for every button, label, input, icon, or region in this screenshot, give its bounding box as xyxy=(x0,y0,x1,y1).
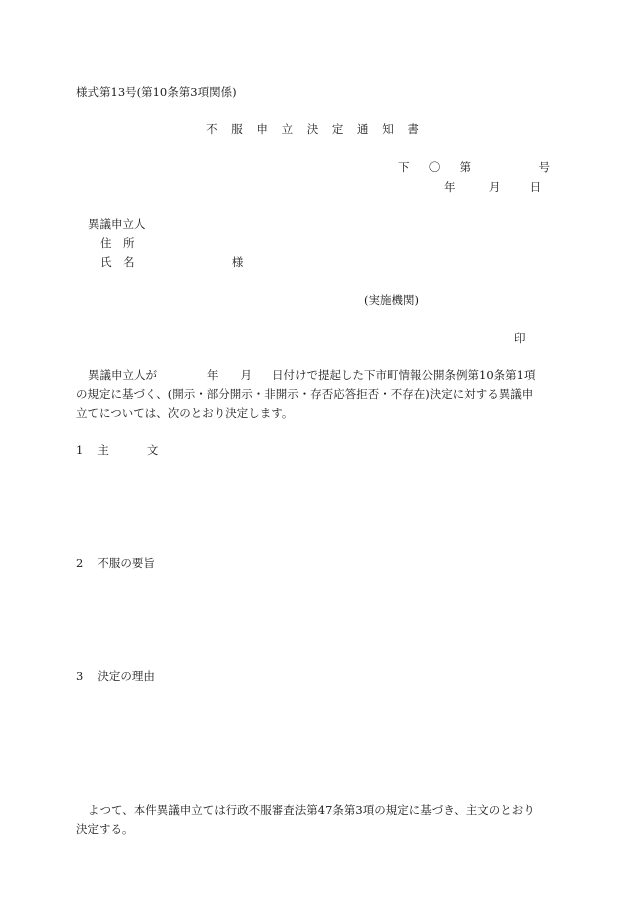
implementing-agency: (実施機関) xyxy=(364,293,419,307)
applicant-honorific: 様 xyxy=(231,255,244,269)
applicant-heading: 異議申立人 xyxy=(88,217,146,231)
body-line-2: の規定に基づく、(開示・部分開示・非開示・存否応答拒否・不存在)決定に対する異議申 xyxy=(76,387,534,401)
date-day: 日 xyxy=(529,180,542,194)
document-number xyxy=(398,162,550,174)
applicant-address-label: 住 所 xyxy=(100,236,135,250)
doc-number-go: 号 xyxy=(538,160,550,174)
document-title: 不 服 申 立 決 定 通 知 書 xyxy=(206,122,424,136)
closing-paragraph xyxy=(76,801,535,839)
section-1-heading: 1 主 文 xyxy=(76,443,159,457)
seal-mark: 印 xyxy=(514,331,526,345)
date-month: 月 xyxy=(488,180,501,194)
date-year: 年 xyxy=(444,180,456,194)
doc-number-circle: 〇 xyxy=(428,160,441,174)
section-2-heading: 2 不服の要旨 xyxy=(76,556,155,570)
form-number: 様式第13号(第10条第3項関係) xyxy=(76,85,237,99)
body-line-3: 立てについては、次のとおり決定します。 xyxy=(76,406,294,420)
doc-number-prefix: 下 xyxy=(398,160,410,174)
body-line-1: 異議申立人が 年 月 日付けで提起した下市町情報公開条例第10条第1項 xyxy=(88,368,536,382)
applicant-name-row xyxy=(100,257,243,269)
applicant-name-label: 氏 名 xyxy=(100,255,135,269)
doc-number-dai: 第 xyxy=(459,160,472,174)
closing-line-2: 決定する。 xyxy=(76,822,134,836)
closing-line-1: よつて、本件異議申立ては行政不服審査法第47条第3項の規定に基づき、主文のとおり xyxy=(88,803,535,817)
section-3-heading: 3 決定の理由 xyxy=(76,669,155,683)
document-date xyxy=(444,182,541,194)
body-paragraph xyxy=(76,366,556,423)
